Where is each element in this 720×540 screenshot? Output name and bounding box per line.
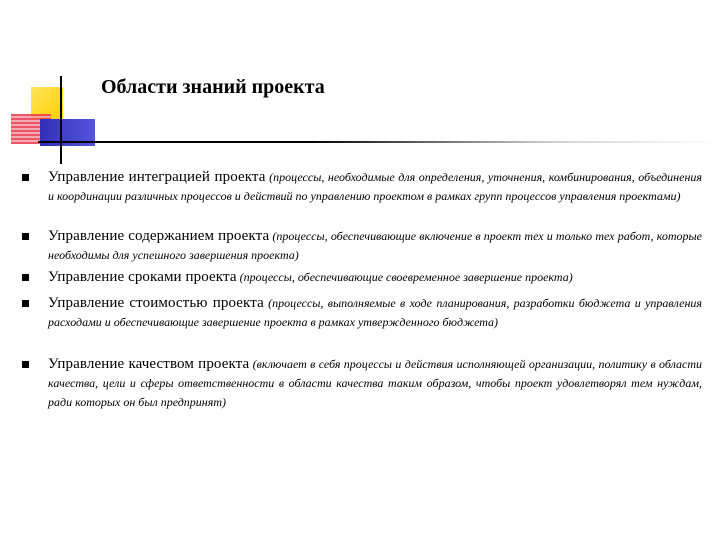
square-bullet-icon [22,274,29,281]
square-bullet-icon [22,361,29,368]
bullet-heading: Управление сроками проекта [48,269,237,285]
title-underline [38,141,720,143]
square-bullet-icon [22,233,29,240]
bullet-detail: (процессы, обеспечивающие своевременное завершение проекта) [236,270,573,284]
bullet-heading: Управление содержанием проекта [48,228,270,244]
bullet-text [48,168,702,206]
bullet-heading: Управление качеством проекта [48,356,250,372]
title-decoration-vertical-line [60,76,62,164]
slide-title: Области знаний проекта [101,76,325,98]
bullet-detail: (процессы, выполняемые в ходе планирования, разработки бюджета и управления расходами и обеспечивающие завершение проекта в рамках утвержденного бюджета) [48,296,702,329]
square-bullet-icon [22,174,29,181]
square-bullet-icon [22,300,29,307]
bullet-heading: Управление интеграцией проекта [48,169,266,185]
bullet-detail: (процессы, обеспечивающие включение в проект тех и только тех работ, которые необходимы для успешного завершения проекта) [48,229,702,262]
bullet-heading: Управление стоимостью проекта [48,295,264,311]
bullet-text [48,355,702,412]
bullet-text [48,294,702,332]
bullet-detail: (включает в себя процессы и действия исполняющей организации, политику в области качества, цели и сферы ответственности в области качества таким образом, чтобы проект удовлетворял тем нуждам, ради которых он был предпринят) [48,357,702,409]
bullet-detail: (процессы, необходимые для определения, уточнения, комбинирования, объединения и координации различных процессов и действий по управлению проектом в рамках групп процессов управления проектами) [48,170,702,203]
bullet-text [48,268,702,287]
bullet-text [48,227,702,265]
